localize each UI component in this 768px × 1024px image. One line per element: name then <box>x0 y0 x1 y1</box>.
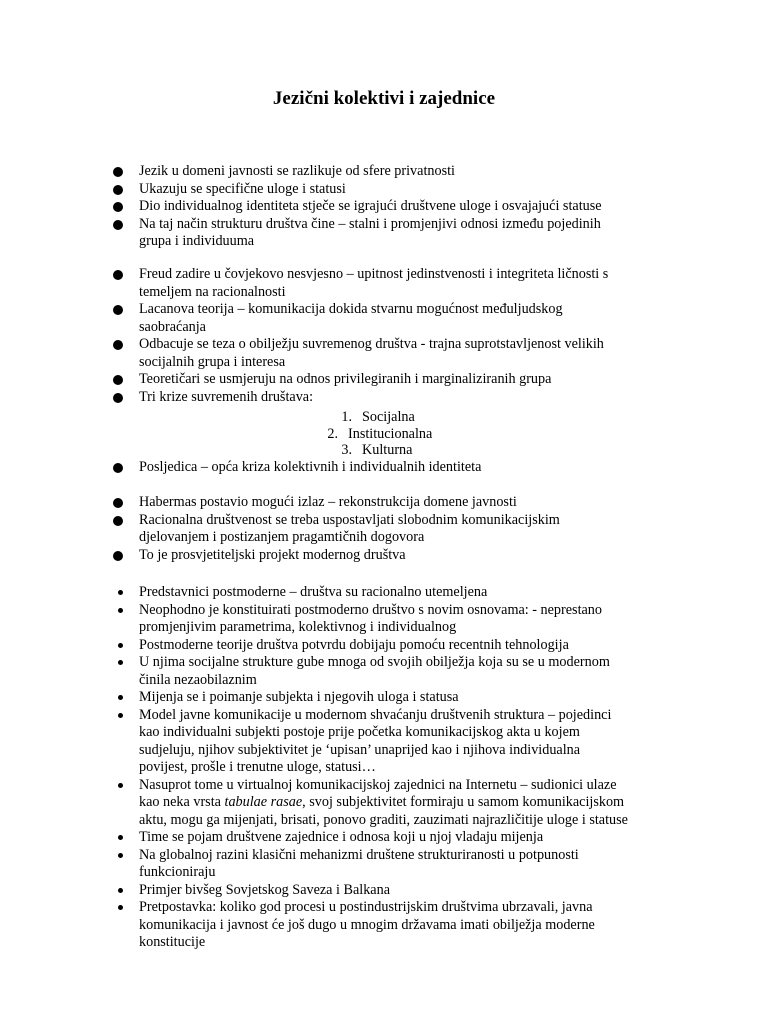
bullet-icon <box>118 835 123 840</box>
bullet-icon <box>113 167 123 177</box>
list-item <box>139 882 679 900</box>
bullet-icon <box>113 185 123 195</box>
list-item-line: Habermas postavio mogući izlaz – rekonstrukcija domene javnosti <box>139 494 517 510</box>
numbered-item-label: Socijalna <box>362 409 415 425</box>
bullet-icon <box>118 905 123 910</box>
list-item <box>139 198 679 216</box>
page-title: Jezični kolektivi i zajednice <box>272 88 496 109</box>
list-item-line: Lacanova teorija – komunikacija dokida stvarnu mogućnost međuljudskog <box>139 301 563 317</box>
list-item <box>139 654 679 689</box>
bullet-icon <box>113 551 123 561</box>
list-item-line: Model javne komunikacije u modernom shvaćanju društvenih struktura – pojedinci <box>139 706 612 723</box>
bullet-icon <box>113 340 123 350</box>
numbered-item <box>328 442 412 460</box>
numbered-item <box>328 409 415 427</box>
list-item-line: Mijenja se i poimanje subjekta i njegovih uloga i statusa <box>139 689 459 705</box>
bullet-icon <box>113 393 123 403</box>
bullet-icon <box>118 660 123 665</box>
bullet-icon <box>113 305 123 315</box>
list-item-line: socijalnih grupa i interesa <box>139 353 286 370</box>
list-item-line: Freud zadire u čovjekovo nesvjesno – upitnost jedinstvenosti i integriteta ličnosti s <box>139 266 609 282</box>
bullet-icon <box>113 220 123 230</box>
list-item-line: Neophodno je konstituirati postmoderno društvo s novim osnovama: - neprestano <box>139 601 602 618</box>
list-item <box>139 163 679 181</box>
bullet-icon <box>118 783 123 788</box>
numbered-item-index: 2. <box>327 425 338 442</box>
bullet-icon <box>113 375 123 385</box>
list-item-line: djelovanjem i postizanjem pragamtičnih dogovora <box>139 529 425 545</box>
list-item <box>139 336 679 371</box>
list-item <box>139 266 679 301</box>
list-item <box>139 181 679 199</box>
list-item-line: Jezik u domeni javnosti se razlikuje od sfere privatnosti <box>139 163 455 179</box>
list-item-line: grupa i individuuma <box>139 233 255 249</box>
bullet-icon <box>113 202 123 212</box>
list-item-line: Primjer bivšeg Sovjetskog Saveza i Balkana <box>139 881 390 898</box>
bullet-icon <box>113 516 123 526</box>
bullet-icon <box>118 888 123 893</box>
list-item <box>139 216 679 251</box>
list-item-line: Dio individualnog identiteta stječe se igrajući društvene uloge i osvajajući statuse <box>139 198 602 214</box>
list-item-line: funkcioniraju <box>139 864 216 880</box>
list-item <box>139 584 679 602</box>
list-item: Posljedica – opća kriza kolektivnih i individualnih identiteta <box>139 459 482 475</box>
list-item-line: To je prosvjetiteljski projekt modernog društva <box>139 546 406 563</box>
list-item <box>139 829 679 847</box>
bullet-icon <box>118 643 123 648</box>
list-item-line: Postmoderne teorije društva potvrdu dobijaju pomoću recentnih tehnologija <box>139 636 569 653</box>
list-item-line: Predstavnici postmoderne – društva su racionalno utemeljena <box>139 584 488 600</box>
bullet-icon <box>118 695 123 700</box>
list-item <box>139 847 679 882</box>
list-item-line: Ukazuju se specifične uloge i statusi <box>139 180 346 197</box>
list-item-line: U njima socijalne strukture gube mnoga od svojih obilježja koja su se u modernom <box>139 654 610 670</box>
numbered-item-label: Institucionalna <box>348 425 433 442</box>
numbered-item-index: 1. <box>341 409 352 425</box>
list-item-line: saobraćanja <box>139 318 206 335</box>
list-item <box>139 512 679 547</box>
list-item <box>139 494 679 512</box>
list-item <box>139 301 679 336</box>
list-item-line: Nasuprot tome u virtualnoj komunikacijskoj zajednici na Internetu – sudionici ulaze <box>139 776 617 793</box>
list-item <box>139 389 679 407</box>
list-item-line: sudjeluju, njihov subjektivitet je ‘upisan’ unaprijed kao i njihova individualna <box>139 741 581 758</box>
list-item-line: činila nezaobilaznim <box>139 671 257 688</box>
list-item <box>139 547 679 565</box>
list-item-line: Pretpostavka: koliko god procesi u postindustrijskim društvima ubrzavali, javna <box>139 899 593 915</box>
list-item-line: Time se pojam društvene zajednice i odnosa koji u njoj vladaju mijenja <box>139 829 544 845</box>
numbered-item-label: Kulturna <box>362 442 413 458</box>
list-item-line: Teoretičari se usmjeruju na odnos privilegiranih i marginaliziranih grupa <box>139 371 552 387</box>
bullet-icon <box>113 270 123 280</box>
bullet-icon <box>118 853 123 858</box>
list-item <box>139 777 679 830</box>
list-item <box>139 371 679 389</box>
bullet-icon <box>118 590 123 595</box>
list-item-line: povijest, prošle i trenutne uloge, statusi… <box>139 759 376 775</box>
numbered-item-index: 3. <box>341 442 352 458</box>
numbered-item <box>314 426 432 444</box>
list-item-line: promjenjivim parametrima, kolektivnog i individualnog <box>139 619 457 635</box>
list-item-line: Odbacuje se teza o obilježju suvremenog društva - trajna suprotstavljenost velikih <box>139 336 604 352</box>
list-item-line: kao neka vrsta tabulae rasae, svoj subjektivitet formiraju u samom komunikacijskom <box>139 794 625 810</box>
list-item <box>139 899 679 952</box>
bullet-icon <box>113 498 123 508</box>
list-item-line: Tri krize suvremenih društava: <box>139 388 314 405</box>
bullet-icon <box>113 463 123 473</box>
list-item-line: Na globalnoj razini klasični mehanizmi društene strukturiranosti u potpunosti <box>139 846 579 863</box>
list-item-line: Na taj način strukturu društva čine – stalni i promjenjivi odnosi između pojedinih <box>139 215 601 232</box>
list-item <box>139 637 679 655</box>
list-item-line: Racionalna društvenost se treba uspostavljati slobodnim komunikacijskim <box>139 511 560 528</box>
list-item-line: kao individualni subjekti postoje prije početka komunikacijskog akta u kojem <box>139 724 580 740</box>
list-item-line: komunikacija i javnost će još dugo u mnogim državama imati obilježja moderne <box>139 916 595 933</box>
bullet-icon <box>118 608 123 613</box>
list-item <box>139 689 679 707</box>
list-item <box>139 602 679 637</box>
list-item <box>139 707 679 777</box>
list-item-line: temeljem na racionalnosti <box>139 283 286 300</box>
list-item-line: konstitucije <box>139 934 206 950</box>
bullet-icon <box>118 713 123 718</box>
list-item-line: aktu, mogu ga mijenjati, brisati, ponovo graditi, zauzimati najrazličitije uloge i statuse <box>139 811 628 828</box>
